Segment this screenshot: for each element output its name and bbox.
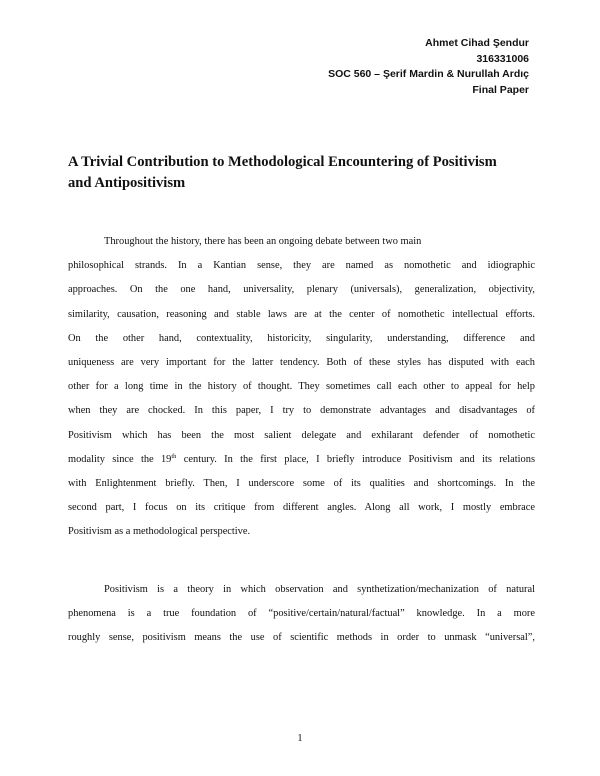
paragraph-line: Positivism which has been the most salient delegate and exhilarant defender of nomothetic: [68, 429, 535, 441]
paragraph-line: similarity, causation, reasoning and stable laws are at the center of nomothetic intellectual efforts.: [68, 308, 535, 320]
title-line-2: and Antipositivism: [68, 175, 186, 191]
paragraph-line: when they are chocked. In this paper, I try to demonstrate advantages and disadvantages of: [68, 405, 535, 417]
paragraph-line: other for a long time in the history of thought. They sometimes call each other to appeal for help: [68, 381, 535, 393]
paragraph-1: [68, 230, 535, 544]
paragraph-2: [68, 578, 535, 651]
paragraph-line: Throughout the history, there has been an ongoing debate between two main: [104, 236, 422, 247]
paragraph-line: with Enlightenment briefly. Then, I underscore some of its qualities and shortcomings. In the: [68, 477, 535, 489]
superscript: th: [171, 452, 177, 460]
paragraph-line: approaches. On the one hand, universality, plenary (universals), generalization, objectivity,: [68, 284, 535, 296]
paragraph-line: second part, I focus on its critique from different angles. Along all work, I mostly embrace: [68, 502, 535, 514]
title-line-1: A Trivial Contribution to Methodological Encountering of Positivism: [68, 154, 497, 170]
paragraph-line: Positivism as a methodological perspective.: [68, 526, 251, 538]
page-number: 1: [297, 733, 303, 744]
author-name: Ahmet Cihad Şendur: [425, 37, 529, 49]
paragraph-line: roughly sense, positivism means the use of scientific methods in order to unmask “universal”,: [68, 632, 535, 644]
paragraph-line: On the other hand, contextuality, historicity, singularity, understanding, difference and: [68, 332, 535, 344]
student-id: 316331006: [476, 52, 529, 65]
paper-title: [68, 152, 538, 194]
line-text: modality since the 19: [68, 453, 172, 465]
paragraph-line: [68, 448, 535, 472]
line-text: century. In the first place, I briefly introduce Positivism and its relations: [176, 453, 535, 465]
document-type: Final Paper: [472, 83, 529, 96]
paragraph-line: phenomena is a true foundation of “positive/certain/natural/factual” knowledge. In a more: [68, 608, 535, 620]
paragraph-line: Positivism is a theory in which observation and synthetization/mechanization of natural: [104, 584, 535, 595]
paragraph-line: philosophical strands. In a Kantian sense, they are named as nomothetic and idiographic: [68, 260, 535, 272]
paragraph-line: uniqueness are very important for the latter tendency. Both of these styles has disputed with each: [68, 356, 535, 368]
header-block: [328, 36, 529, 98]
course-info: SOC 560 – Şerif Mardin & Nurullah Ardıç: [328, 68, 529, 80]
